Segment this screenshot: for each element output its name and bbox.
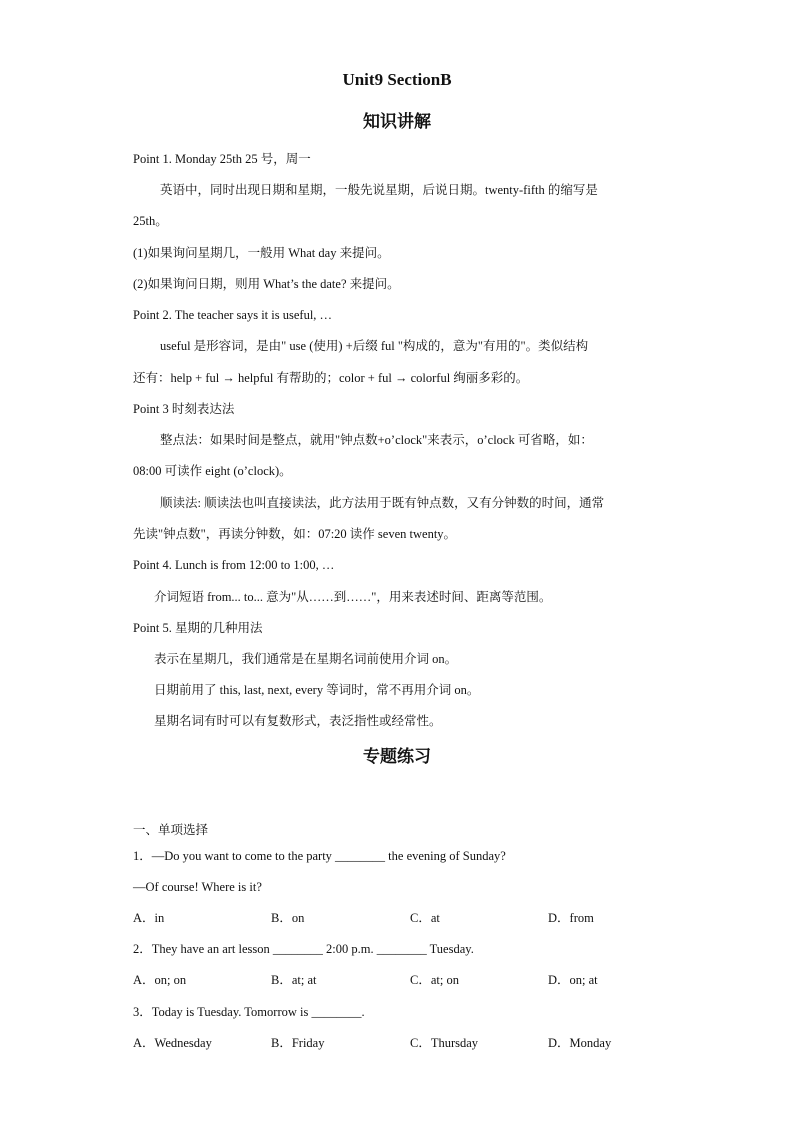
question-2: 2．They have an art lesson ________ 2:00 p.m. ________ Tuesday. (133, 942, 474, 956)
point-5-text: 日期前用了 this, last, next, every 等词时，常不再用介词 on。 (154, 683, 480, 697)
point-1-text: 英语中，同时出现日期和星期，一般先说星期，后说日期。twenty-fifth 的缩写是 (160, 183, 598, 197)
question-1-reply: —Of course! Where is it? (133, 880, 262, 894)
point-1-text: 25th。 (133, 214, 168, 228)
question-3-option-b: B．Friday (271, 1036, 325, 1050)
point-4-title: Point 4. Lunch is from 12:00 to 1:00, … (133, 558, 335, 572)
question-1-option-a: A．in (133, 911, 165, 925)
document-title: Unit9 SectionB (342, 70, 452, 89)
point-4-text: 介词短语 from... to... 意为"从……到……"，用来表述时间、距离等范围。 (154, 590, 552, 604)
point-1-text: (1)如果询问星期几，一般用 What day 来提问。 (133, 246, 390, 260)
point-2-title: Point 2. The teacher says it is useful, … (133, 308, 333, 322)
point-2-text: useful 是形容词，是由" use (使用) +后缀 ful "构成的，意为"有用的"。类似结构 (160, 339, 589, 353)
exercise-heading: 一、单项选择 (133, 823, 209, 837)
section-heading-knowledge: 知识讲解 (363, 112, 431, 132)
question-3: 3．Today is Tuesday. Tomorrow is ________. (133, 1005, 365, 1019)
question-2-option-a: A．on; on (133, 973, 187, 987)
point-3-text: 顺读法: 顺读法也叫直接读法，此方法用于既有钟点数，又有分钟数的时间，通常 (160, 496, 605, 510)
question-1-option-c: C．at (410, 911, 440, 925)
point-3-text: 先读"钟点数"，再读分钟数，如：07:20 读作 seven twenty。 (133, 527, 457, 541)
point-1-title: Point 1. Monday 25th 25 号，周一 (133, 152, 311, 166)
question-3-option-c: C．Thursday (410, 1036, 479, 1050)
point-3-text: 整点法：如果时间是整点，就用"钟点数+o’clock"来表示，o’clock 可省略，如： (160, 433, 593, 447)
question-3-option-a: A．Wednesday (133, 1036, 212, 1050)
question-1-option-b: B．on (271, 911, 305, 925)
point-3-text: 08:00 可读作 eight (o’clock)。 (133, 464, 292, 478)
point-5-text: 星期名词有时可以有复数形式，表泛指性或经常性。 (154, 714, 442, 728)
question-1-option-d: D．from (548, 911, 594, 925)
point-1-text: (2)如果询问日期，则用 What’s the date? 来提问。 (133, 277, 400, 291)
question-2-option-d: D．on; at (548, 973, 598, 987)
point-5-text: 表示在星期几，我们通常是在星期名词前使用介词 on。 (154, 652, 458, 666)
question-2-option-b: B．at; at (271, 973, 317, 987)
point-2-text: 还有：help + ful → helpful 有帮助的；color + ful → colorful 绚丽多彩的。 (133, 371, 529, 385)
section-heading-practice: 专题练习 (363, 747, 431, 767)
question-3-option-d: D．Monday (548, 1036, 612, 1050)
point-3-title: Point 3 时刻表达法 (133, 402, 235, 416)
question-1: 1．—Do you want to come to the party ________ the evening of Sunday? (133, 849, 506, 863)
point-5-title: Point 5. 星期的几种用法 (133, 621, 263, 635)
question-2-option-c: C．at; on (410, 973, 459, 987)
